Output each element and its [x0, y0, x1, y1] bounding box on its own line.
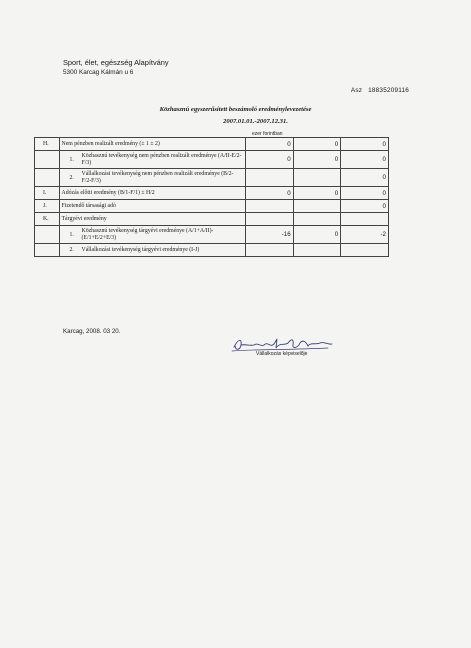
- table-row: [35, 244, 389, 257]
- value-cell: 0: [341, 200, 389, 213]
- value-cell: [341, 213, 389, 226]
- value-cell: 0: [293, 151, 341, 169]
- value-cell: [245, 200, 293, 213]
- table-row: [35, 151, 389, 169]
- value-cell: [341, 244, 389, 257]
- table-row: [35, 187, 389, 200]
- row-description: Vállalkozási tevékenység nem pénzben realizált eredménye (B/2-F/2-F/3): [81, 170, 234, 184]
- row-description-cell: [59, 226, 245, 244]
- row-description-cell: [59, 151, 245, 169]
- table-row: [35, 138, 389, 151]
- table-row: [35, 200, 389, 213]
- value-cell: [293, 213, 341, 226]
- table-row: [35, 169, 389, 187]
- row-description: Tárgyévi eredmény: [59, 213, 245, 226]
- place-and-date: Karcag, 2008. 03 20.: [63, 328, 121, 335]
- row-code: J.: [35, 200, 60, 213]
- value-cell: 0: [245, 151, 293, 169]
- row-code: [35, 169, 60, 187]
- value-cell: -2: [341, 226, 389, 244]
- row-description: Közhasznú tevékenység nem pénzben realizált eredménye (A/II-E/2-F/3): [81, 152, 242, 166]
- report-period: 2007.01.01.-2007.12.31.: [223, 118, 288, 125]
- value-cell: 0: [341, 169, 389, 187]
- value-cell: 0: [341, 187, 389, 200]
- value-cell: 0: [293, 138, 341, 151]
- organization-address: 5300 Karcag Kálmán u 6: [63, 69, 134, 76]
- table-row: [35, 226, 389, 244]
- sub-item-number: 1.: [69, 231, 74, 238]
- value-cell: [245, 244, 293, 257]
- currency-unit: ezer forintban: [252, 131, 283, 137]
- value-cell: 0: [341, 138, 389, 151]
- row-description: Közhasznú tevékenység tárgyévi eredménye (A/1+A/II)-(E/1+E/2+E/3): [81, 227, 214, 241]
- row-description-cell: [59, 244, 245, 257]
- row-description: Adózás előtti eredmény (B/1-F/1) ± H/2: [59, 187, 245, 200]
- row-code: H.: [35, 138, 60, 151]
- value-cell: [245, 213, 293, 226]
- organization-name: Sport, élet, egészség Alapítvány: [63, 58, 169, 67]
- tax-number: [351, 87, 409, 94]
- value-cell: [293, 169, 341, 187]
- row-description: Vállalkozási tevékenység tárgyévi eredménye (I-J): [81, 246, 200, 253]
- row-description: Fizetendő társasági adó: [59, 200, 245, 213]
- table-row: [35, 213, 389, 226]
- sub-item-number: 2.: [69, 247, 74, 253]
- value-cell: 0: [341, 151, 389, 169]
- row-code: I.: [35, 187, 60, 200]
- value-cell: [245, 169, 293, 187]
- tax-number-value: 18835209116: [368, 87, 409, 94]
- income-statement-table: [34, 137, 389, 257]
- sub-item-number: 2.: [69, 174, 74, 181]
- row-code: [35, 244, 60, 257]
- value-cell: 0: [245, 187, 293, 200]
- value-cell: -16: [245, 226, 293, 244]
- row-code: K.: [35, 213, 60, 226]
- row-description: Nem pénzben realizált eredmény (± 1 ± 2): [59, 138, 245, 151]
- value-cell: [293, 244, 341, 257]
- row-description-cell: [59, 169, 245, 187]
- sub-item-number: 1.: [69, 156, 74, 163]
- signer-role: Vállalkozás képviselője: [256, 351, 308, 357]
- organization-header: [63, 58, 169, 77]
- value-cell: [293, 200, 341, 213]
- report-title: Közhasznú egyszerűsített beszámoló eredménylevezetése: [159, 106, 312, 113]
- row-code: [35, 226, 60, 244]
- tax-number-label: Asz: [350, 87, 363, 94]
- value-cell: 0: [245, 138, 293, 151]
- value-cell: 0: [293, 226, 341, 244]
- row-code: [35, 151, 60, 169]
- value-cell: 0: [293, 187, 341, 200]
